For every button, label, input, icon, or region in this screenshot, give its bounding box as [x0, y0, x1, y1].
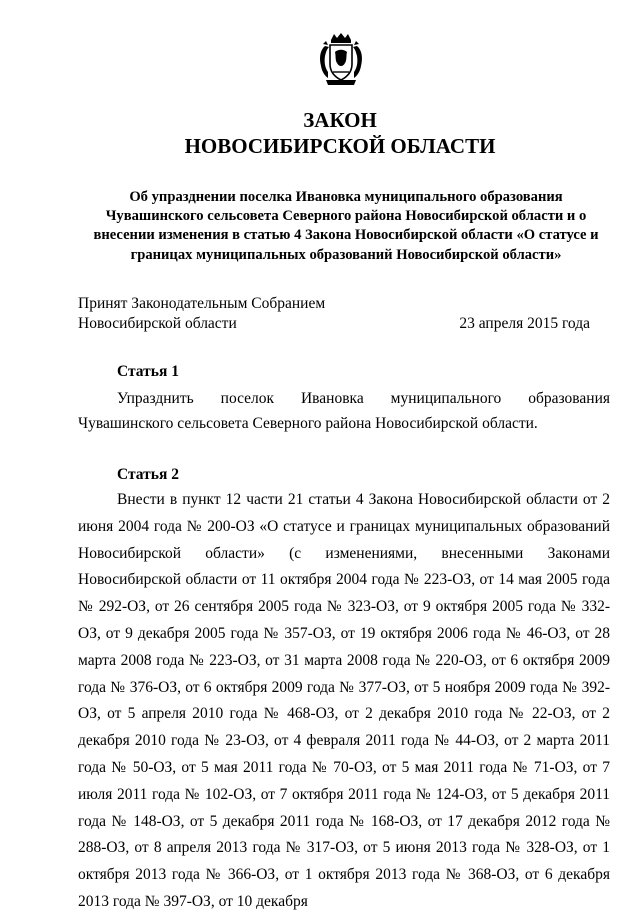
article-text: Упразднить поселок Ивановка муниципального образования Чувашинского сельсовета Северного района Новосибирской области.: [78, 390, 610, 432]
law-title-line-2: НОВОСИБИРСКОЙ ОБЛАСТИ: [184, 134, 496, 158]
article-2: [78, 465, 610, 916]
article-heading: Статья 1: [117, 363, 179, 380]
law-subject: Об упразднении поселка Ивановка муниципального образования Чувашинского сельсовета Северного района Новосибирской области и о внесении изменения в статью 4 Закона Новосибирской области «О статусе и границах муниципальных образований Новосибирской области»: [93, 189, 599, 263]
article-1: [78, 362, 610, 436]
adoption-date: 23 апреля 2015 года: [459, 315, 590, 332]
adoption-line-1: Принят Законодательным Собранием: [78, 295, 326, 312]
article-text: Внести в пункт 12 части 21 статьи 4 Закона Новосибирской области от 2 июня 2004 года № 200-ОЗ «О статусе и границах муниципальных образований Новосибирской области» (с изменениями, внесенными Законами Новосибирской области от 11 октября 2004 года № 223-ОЗ, от 14 мая 2005 года № 292-ОЗ, от 26 сентября 2005 года № 323-ОЗ, от 9 октября 2005 года № 332-ОЗ, от 9 декабря 2005 года № 357-ОЗ, от 19 октября 2006 года № 46-ОЗ, от 28 марта 2008 года № 223-ОЗ, от 31 марта 2008 года № 220-ОЗ, от 6 октября 2009 года № 376-ОЗ, от 6 октября 2009 года № 377-ОЗ, от 5 ноября 2009 года № 392-ОЗ, от 5 апреля 2010 года № 468-ОЗ, от 2 декабря 2010 года № 22-ОЗ, от 2 декабря 2010 года № 23-ОЗ, от 4 февраля 2011 года № 44-ОЗ, от 2 марта 2011 года № 50-ОЗ, от 5 мая 2011 года № 70-ОЗ, от 5 мая 2011 года № 71-ОЗ, от 7 июля 2011 года № 102-ОЗ, от 7 октября 2011 года № 124-ОЗ, от 5 декабря 2011 года № 148-ОЗ, от 5 декабря 2011 года № 168-ОЗ, от 17 декабря 2012 года № 288-ОЗ, от 8 апреля 2013 года № 317-ОЗ, от 5 июня 2013 года № 328-ОЗ, от 1 октября 2013 года № 366-ОЗ, от 1 октября 2013 года № 368-ОЗ, от 6 декабря 2013 года № 397-ОЗ, от 10 декабря: [78, 491, 610, 910]
adoption-block: [78, 294, 590, 334]
adoption-line-2: Новосибирской области: [78, 315, 237, 332]
coat-of-arms-icon: [316, 32, 366, 88]
article-heading: Статья 2: [117, 466, 179, 483]
adoption-row: [78, 314, 590, 334]
law-title-line-1: ЗАКОН: [303, 108, 377, 132]
